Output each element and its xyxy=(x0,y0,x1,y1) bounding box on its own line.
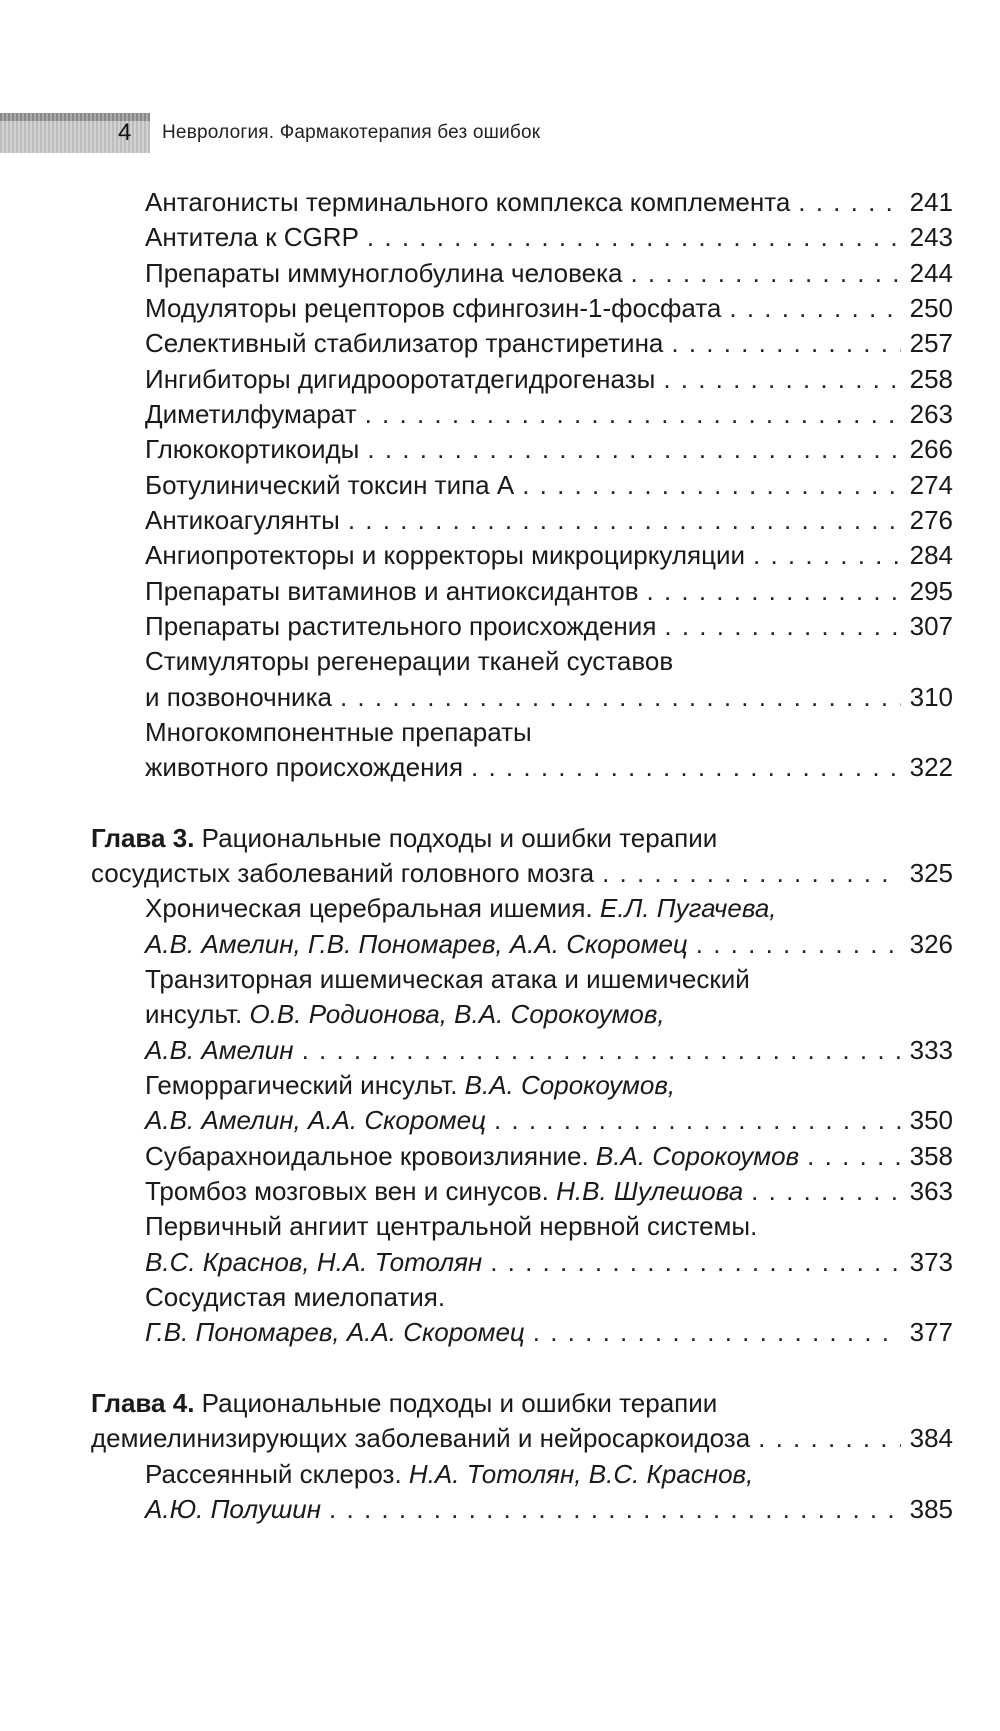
toc-entry: Антагонисты терминального комплекса комплемента . . . 241 xyxy=(145,183,953,221)
toc-entry: Препараты иммуноглобулина человека . . . 244 xyxy=(145,254,953,292)
toc-entry-line1: Сосудистая миелопатия. xyxy=(145,1282,446,1312)
toc-entry-line1: Многокомпонентные препараты xyxy=(145,717,532,747)
chapter-3-heading-line1: Глава 3. Рациональные подходы и ошибки терапии xyxy=(91,823,718,853)
toc-entry: Глюкокортикоиды . . . 266 xyxy=(145,430,953,468)
toc-entry-line1: Рассеянный склероз. Н.А. Тотолян, В.С. Краснов, xyxy=(145,1459,754,1489)
chapter-label: Глава 3. xyxy=(91,823,195,853)
toc-entry: А.В. Амелин . . . 333 xyxy=(145,1031,953,1069)
toc-entry: Субарахноидальное кровоизлияние. В.А. Сорокоумов . . . 358 xyxy=(145,1137,953,1175)
toc-entry: Ботулинический токсин типа А . . . 274 xyxy=(145,466,953,504)
toc-entry-line1: Первичный ангиит центральной нервной системы. xyxy=(145,1211,758,1241)
page-number: 4 xyxy=(118,119,132,146)
toc-entry: Антитела к CGRP . . . 243 xyxy=(145,218,953,256)
toc-entry-line1: Транзиторная ишемическая атака и ишемический xyxy=(145,964,750,994)
toc-entry: А.Ю. Полушин . . . 385 xyxy=(145,1490,953,1528)
toc-entry: Препараты растительного происхождения . . . 307 xyxy=(145,607,953,645)
chapter-4-heading-line1: Глава 4. Рациональные подходы и ошибки терапии xyxy=(91,1388,718,1418)
chapter-4-heading: демиелинизирующих заболеваний и нейросаркоидоза . . . 384 xyxy=(91,1419,953,1457)
toc-entry: А.В. Амелин, А.А. Скоромец . . . 350 xyxy=(145,1101,953,1139)
toc-entry-line2: инсульт. О.В. Родионова, В.А. Сорокоумов, xyxy=(145,999,665,1029)
toc-entry: Ингибиторы дигидрооротатдегидрогеназы . . . 258 xyxy=(145,360,953,398)
toc-entry-line1: Стимуляторы регенерации тканей суставов xyxy=(145,646,674,676)
running-title: Неврология. Фармакотерапия без ошибок xyxy=(162,122,541,143)
toc-entry: Препараты витаминов и антиоксидантов . . . 295 xyxy=(145,572,953,610)
toc-entry-line1: Хроническая церебральная ишемия. Е.Л. Пугачева, xyxy=(145,893,777,923)
toc-entry: Антикоагулянты . . . 276 xyxy=(145,501,953,539)
toc-entry: Г.В. Пономарев, А.А. Скоромец . . . 377 xyxy=(145,1313,953,1351)
chapter-label: Глава 4. xyxy=(91,1388,195,1418)
toc-entry-line1: Геморрагический инсульт. В.А. Сорокоумов, xyxy=(145,1070,676,1100)
toc-entry: Тромбоз мозговых вен и синусов. Н.В. Шулешова . . . 363 xyxy=(145,1172,953,1210)
toc-entry: Селективный стабилизатор транстиретина . . . 257 xyxy=(145,324,953,362)
toc-entry: Модуляторы рецепторов сфингозин-1-фосфата . . . 250 xyxy=(145,289,953,327)
toc-entry: А.В. Амелин, Г.В. Пономарев, А.А. Скоромец . . . 326 xyxy=(145,925,953,963)
page-header xyxy=(0,113,1000,153)
toc-entry: и позвоночника . . . 310 xyxy=(145,678,953,716)
toc-entry: Ангиопротекторы и корректоры микроциркуляции . . . 284 xyxy=(145,536,953,574)
toc-entry: животного происхождения . . . 322 xyxy=(145,748,953,786)
chapter-3-heading: сосудистых заболеваний головного мозга . . . 325 xyxy=(91,854,953,892)
toc-entry: Диметилфумарат . . . 263 xyxy=(145,395,953,433)
toc-entry: В.С. Краснов, Н.А. Тотолян . . . 373 xyxy=(145,1243,953,1281)
